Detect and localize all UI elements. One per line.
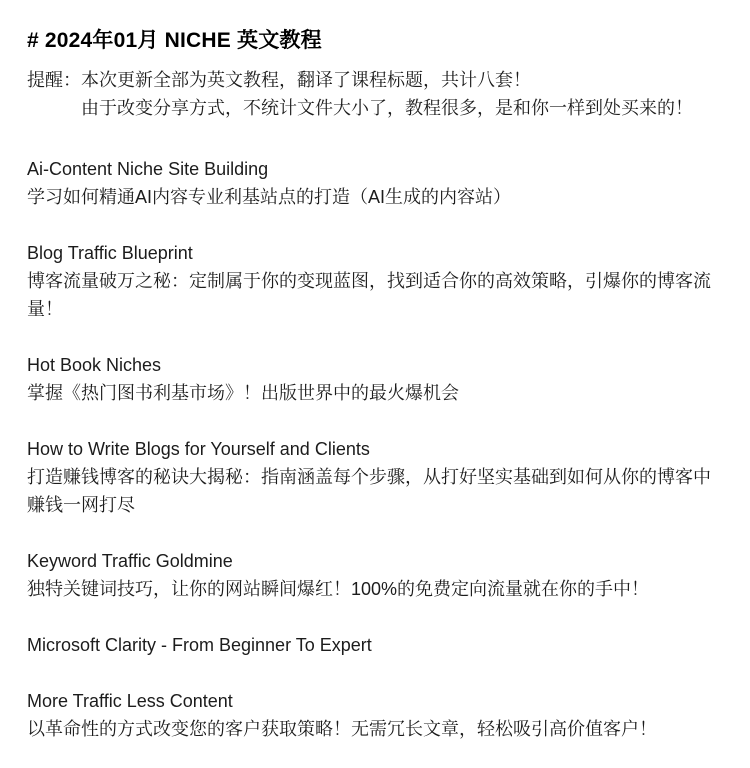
course-title-en: Hot Book Niches <box>27 355 162 375</box>
course-title-en: Keyword Traffic Goldmine <box>27 551 233 571</box>
course-desc-zh: 学习如何精通AI内容专业利基站点的打造（AI生成的内容站） <box>27 187 512 207</box>
course-desc-zh: 独特关键词技巧，让你的网站瞬间爆红！100%的免费定向流量就在你的手中！ <box>27 579 650 599</box>
course-item <box>27 687 725 743</box>
notice-line-2: 由于改变分享方式，不统计文件大小了，教程很多，是和你一样到处买来的！ <box>81 98 693 118</box>
course-desc-zh: 博客流量破万之秘：定制属于你的变现蓝图，找到适合你的高效策略，引爆你的博客流量！ <box>27 271 711 319</box>
course-item <box>27 239 725 323</box>
course-title-en: Blog Traffic Blueprint <box>27 243 193 263</box>
course-item <box>27 155 725 211</box>
notice-block <box>27 66 725 122</box>
course-desc-zh: 打造赚钱博客的秘诀大揭秘：指南涵盖每个步骤，从打好坚实基础到如何从你的博客中赚钱一网打尽 <box>27 467 711 515</box>
course-item <box>27 351 725 407</box>
course-title-en: Ai-Content Niche Site Building <box>27 159 269 179</box>
course-title-en: Microsoft Clarity - From Beginner To Expert <box>27 635 372 655</box>
course-item <box>27 631 725 659</box>
page-title: # 2024年01月 NICHE 英文教程 <box>27 29 322 52</box>
course-title-en: How to Write Blogs for Yourself and Clients <box>27 439 370 459</box>
course-title-en: More Traffic Less Content <box>27 691 233 711</box>
course-item <box>27 435 725 519</box>
course-desc-zh: 掌握《热门图书利基市场》！出版世界中的最火爆机会 <box>27 383 459 403</box>
course-item <box>27 547 725 603</box>
notice-line-1: 提醒：本次更新全部为英文教程，翻译了课程标题，共计八套！ <box>27 70 531 90</box>
course-desc-zh: 以革命性的方式改变您的客户获取策略！无需冗长文章，轻松吸引高价值客户！ <box>27 719 657 739</box>
